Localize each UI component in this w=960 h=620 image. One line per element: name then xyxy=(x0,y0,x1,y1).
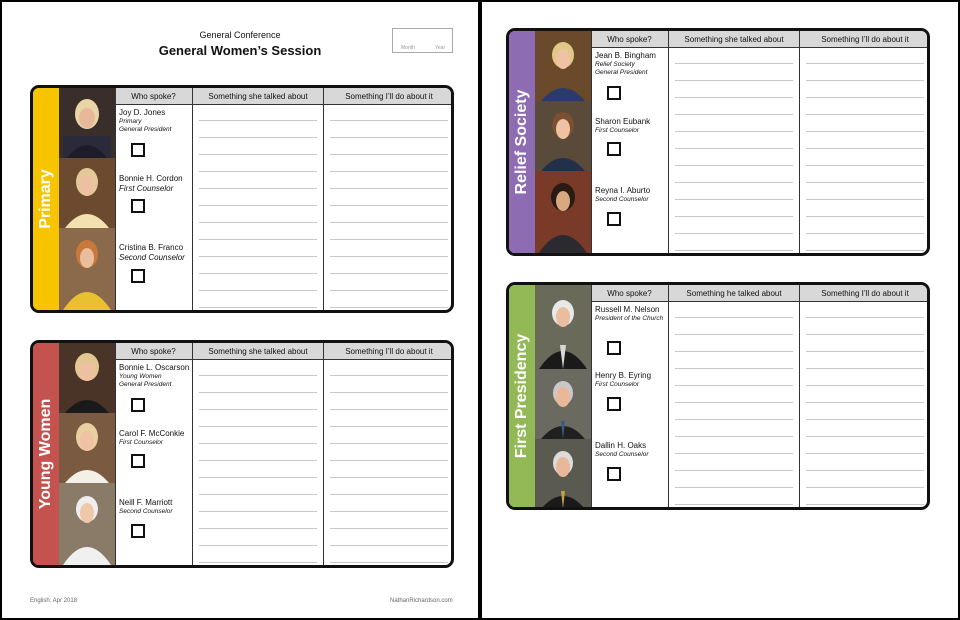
writing-line xyxy=(806,436,924,437)
speaker-role: First Counselor xyxy=(119,439,164,446)
section-label-bar xyxy=(33,88,59,310)
column-divider xyxy=(591,285,592,507)
spoke-checkbox[interactable] xyxy=(131,269,145,283)
writing-line xyxy=(806,504,924,505)
notes-area-talked[interactable] xyxy=(675,49,793,255)
portrait-photo xyxy=(59,158,115,228)
speaker-role: First Counselor xyxy=(119,184,174,193)
writing-line xyxy=(199,460,317,461)
speaker-name: Bonnie H. Cordon xyxy=(119,174,183,183)
section-label: Primary xyxy=(37,169,54,229)
portrait-photo xyxy=(535,101,591,171)
writing-line xyxy=(806,97,924,98)
spoke-checkbox[interactable] xyxy=(607,86,621,100)
column-divider xyxy=(192,88,193,310)
portrait-photo xyxy=(59,483,115,565)
writing-line xyxy=(199,239,317,240)
column-divider xyxy=(115,343,116,565)
column-header-talked: Something she talked about xyxy=(193,88,323,105)
writing-line xyxy=(199,562,317,563)
writing-line xyxy=(806,165,924,166)
speaker-name: Carol F. McConkie xyxy=(119,429,185,438)
portrait-photo xyxy=(59,88,115,158)
column-divider xyxy=(115,88,116,310)
conference-title: General Conference xyxy=(199,30,281,40)
writing-line xyxy=(199,137,317,138)
speaker-role: Relief Society General President xyxy=(595,61,648,76)
left-page xyxy=(2,2,478,618)
writing-line xyxy=(806,470,924,471)
section-relief-society xyxy=(506,28,930,256)
writing-line xyxy=(199,120,317,121)
year-label: Year xyxy=(435,45,446,51)
writing-line xyxy=(330,120,448,121)
speaker-entry xyxy=(119,498,191,516)
spoke-checkbox[interactable] xyxy=(607,142,621,156)
column-divider xyxy=(591,31,592,253)
speaker-role: Second Counselor xyxy=(119,508,173,515)
writing-line xyxy=(675,453,793,454)
edition-label: English: Apr 2018 xyxy=(30,598,78,604)
writing-line xyxy=(199,443,317,444)
writing-line xyxy=(675,402,793,403)
writing-line xyxy=(806,385,924,386)
writing-line xyxy=(330,392,448,393)
photo-column xyxy=(59,343,115,565)
writing-line xyxy=(330,154,448,155)
notes-area-do[interactable] xyxy=(330,106,448,312)
writing-line xyxy=(675,148,793,149)
section-young-women xyxy=(30,340,454,568)
speaker-role: Second Counselor xyxy=(119,253,185,262)
notes-area-do[interactable] xyxy=(806,49,924,255)
writing-line xyxy=(330,426,448,427)
writing-line xyxy=(675,351,793,352)
writing-line xyxy=(330,528,448,529)
writing-line xyxy=(806,199,924,200)
writing-line xyxy=(806,487,924,488)
speaker-entry xyxy=(119,243,191,263)
portrait-photo xyxy=(59,413,115,483)
speaker-role: Second Counselor xyxy=(595,451,649,458)
photo-column xyxy=(535,285,591,507)
spoke-checkbox[interactable] xyxy=(131,398,145,412)
writing-line xyxy=(675,436,793,437)
writing-line xyxy=(199,545,317,546)
writing-line xyxy=(199,222,317,223)
writing-line xyxy=(675,233,793,234)
section-label-bar xyxy=(509,31,535,253)
writing-line xyxy=(806,216,924,217)
writing-line xyxy=(330,477,448,478)
writing-line xyxy=(330,188,448,189)
section-first-presidency xyxy=(506,282,930,510)
portrait-photo xyxy=(59,228,115,310)
writing-line xyxy=(675,63,793,64)
speaker-role: First Counselor xyxy=(595,127,640,134)
column-divider xyxy=(668,31,669,253)
writing-line xyxy=(675,199,793,200)
section-label: Young Women xyxy=(37,398,54,510)
writing-line xyxy=(199,290,317,291)
writing-line xyxy=(675,80,793,81)
speaker-role: First Counselor xyxy=(595,381,640,388)
month-label: Month xyxy=(401,45,415,51)
speaker-role: Primary General President xyxy=(119,118,172,133)
writing-line xyxy=(199,494,317,495)
writing-line xyxy=(199,511,317,512)
speaker-entry xyxy=(119,174,191,194)
writing-line xyxy=(199,477,317,478)
writing-line xyxy=(199,426,317,427)
column-divider xyxy=(799,31,800,253)
column-divider xyxy=(323,88,324,310)
writing-line xyxy=(199,188,317,189)
speaker-entry xyxy=(595,371,667,389)
section-label: First Presidency xyxy=(513,333,530,459)
writing-line xyxy=(199,307,317,308)
column-divider xyxy=(668,285,669,507)
writing-line xyxy=(330,222,448,223)
writing-line xyxy=(675,470,793,471)
column-header-talked: Something she talked about xyxy=(669,31,799,48)
spoke-checkbox[interactable] xyxy=(607,397,621,411)
writing-line xyxy=(675,97,793,98)
speaker-name: Neill F. Marriott xyxy=(119,498,173,507)
writing-line xyxy=(199,273,317,274)
writing-line xyxy=(675,504,793,505)
portrait-photo xyxy=(59,343,115,413)
column-header-who: Who spoke? xyxy=(591,31,668,48)
column-header-do: Something I’ll do about it xyxy=(324,343,454,360)
writing-line xyxy=(806,317,924,318)
spoke-checkbox[interactable] xyxy=(607,341,621,355)
notes-area-do[interactable] xyxy=(806,303,924,509)
speaker-name: Dallin H. Oaks xyxy=(595,441,647,450)
writing-line xyxy=(806,63,924,64)
writing-line xyxy=(675,317,793,318)
column-header-do: Something I’ll do about it xyxy=(324,88,454,105)
column-header-who: Who spoke? xyxy=(591,285,668,302)
writing-line xyxy=(199,205,317,206)
writing-line xyxy=(330,375,448,376)
speaker-name: Reyna I. Aburto xyxy=(595,186,651,195)
column-divider xyxy=(323,343,324,565)
writing-line xyxy=(675,250,793,251)
column-header-talked: Something she talked about xyxy=(193,343,323,360)
writing-line xyxy=(806,182,924,183)
column-divider xyxy=(799,285,800,507)
spoke-checkbox[interactable] xyxy=(131,199,145,213)
writing-line xyxy=(330,273,448,274)
speaker-name: Joy D. Jones xyxy=(119,108,166,117)
writing-line xyxy=(199,171,317,172)
writing-line xyxy=(675,385,793,386)
column-divider xyxy=(192,343,193,565)
speaker-entry xyxy=(119,108,191,134)
portrait-photo xyxy=(535,285,591,369)
section-label-bar xyxy=(509,285,535,507)
photo-column xyxy=(535,31,591,253)
speaker-entry xyxy=(119,363,191,389)
notes-area-talked[interactable] xyxy=(675,303,793,509)
writing-line xyxy=(675,334,793,335)
portrait-photo xyxy=(535,171,591,253)
portrait-photo xyxy=(535,369,591,439)
speaker-name: Henry B. Eyring xyxy=(595,371,652,380)
writing-line xyxy=(330,290,448,291)
spoke-checkbox[interactable] xyxy=(607,212,621,226)
notes-area-do[interactable] xyxy=(330,361,448,567)
column-header-talked: Something he talked about xyxy=(669,285,799,302)
section-label-bar xyxy=(33,343,59,565)
spoke-checkbox[interactable] xyxy=(131,143,145,157)
writing-line xyxy=(675,114,793,115)
column-header-who: Who spoke? xyxy=(115,343,192,360)
writing-line xyxy=(675,419,793,420)
section-primary xyxy=(30,85,454,313)
speaker-entry xyxy=(119,429,191,447)
writing-line xyxy=(199,409,317,410)
writing-line xyxy=(330,137,448,138)
spoke-checkbox[interactable] xyxy=(131,454,145,468)
speaker-name: Sharon Eubank xyxy=(595,117,651,126)
writing-line xyxy=(199,375,317,376)
writing-line xyxy=(806,131,924,132)
writing-line xyxy=(806,80,924,81)
speaker-entry xyxy=(595,186,667,204)
writing-line xyxy=(806,148,924,149)
writing-line xyxy=(806,453,924,454)
writing-line xyxy=(806,351,924,352)
date-box[interactable] xyxy=(392,28,453,53)
speaker-name: Bonnie L. Oscarson xyxy=(119,363,190,372)
right-page xyxy=(482,2,958,618)
writing-line xyxy=(806,114,924,115)
writing-line xyxy=(330,239,448,240)
writing-line xyxy=(330,511,448,512)
writing-line xyxy=(675,216,793,217)
speaker-entry xyxy=(595,117,667,135)
writing-line xyxy=(330,205,448,206)
speaker-entry xyxy=(595,441,667,459)
writing-line xyxy=(199,256,317,257)
writing-line xyxy=(806,368,924,369)
column-header-who: Who spoke? xyxy=(115,88,192,105)
speaker-entry xyxy=(595,51,667,77)
speaker-name: Russell M. Nelson xyxy=(595,305,660,314)
session-title: General Women’s Session xyxy=(158,43,322,58)
writing-line xyxy=(199,392,317,393)
portrait-photo xyxy=(535,439,591,509)
writing-line xyxy=(330,545,448,546)
writing-line xyxy=(330,256,448,257)
writing-line xyxy=(675,131,793,132)
spoke-checkbox[interactable] xyxy=(607,467,621,481)
writing-line xyxy=(806,334,924,335)
writing-line xyxy=(330,171,448,172)
writing-line xyxy=(806,402,924,403)
writing-line xyxy=(675,487,793,488)
writing-line xyxy=(675,182,793,183)
portrait-photo xyxy=(535,31,591,101)
speaker-name: Jean B. Bingham xyxy=(595,51,656,60)
section-label: Relief Society xyxy=(513,89,530,195)
speaker-role: Young Women General President xyxy=(119,373,172,388)
photo-column xyxy=(59,88,115,310)
column-header-do: Something I’ll do about it xyxy=(800,285,930,302)
speaker-role: Second Counselor xyxy=(595,196,649,203)
site-label: NathanRichardson.com xyxy=(390,598,453,604)
writing-line xyxy=(330,562,448,563)
speaker-role: President of the Church xyxy=(595,315,664,322)
writing-line xyxy=(806,233,924,234)
writing-line xyxy=(330,460,448,461)
spoke-checkbox[interactable] xyxy=(131,524,145,538)
writing-line xyxy=(806,250,924,251)
writing-line xyxy=(199,528,317,529)
speaker-name: Cristina B. Franco xyxy=(119,243,184,252)
writing-line xyxy=(330,443,448,444)
column-header-do: Something I’ll do about it xyxy=(800,31,930,48)
writing-line xyxy=(806,419,924,420)
writing-line xyxy=(330,307,448,308)
speaker-entry xyxy=(595,305,667,323)
writing-line xyxy=(675,165,793,166)
notes-area-talked[interactable] xyxy=(199,361,317,567)
writing-line xyxy=(330,409,448,410)
writing-line xyxy=(199,154,317,155)
notes-area-talked[interactable] xyxy=(199,106,317,312)
writing-line xyxy=(330,494,448,495)
writing-line xyxy=(675,368,793,369)
